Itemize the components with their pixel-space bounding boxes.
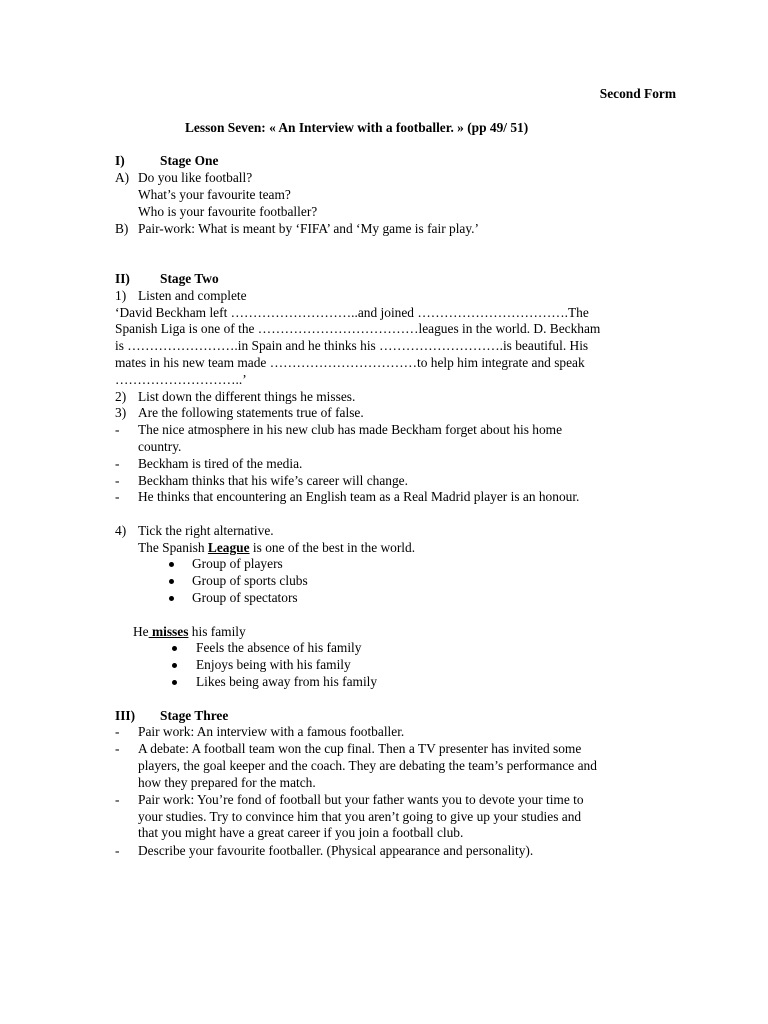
statement-dash: - — [115, 422, 120, 437]
option-text: Group of players — [192, 556, 283, 571]
item-number: 4) — [115, 523, 127, 538]
passage-line: is …………………….in Spain and he thinks his ……………………….is beautiful. His — [115, 338, 589, 353]
activity-text: your studies. Try to convince him that you aren’t going to give up your studies and — [138, 809, 582, 824]
bullet-icon — [172, 680, 177, 685]
activity-text: how they prepared for the match. — [138, 775, 316, 790]
activity-dash: - — [115, 843, 120, 858]
activity-text: players, the goal keeper and the coach. They are debating the team’s performance and — [138, 758, 597, 773]
keyword-misses: misses — [148, 624, 189, 639]
stage-one-title: Stage One — [160, 153, 219, 168]
question-text-post: is one of the best in the world. — [249, 540, 416, 555]
passage-line: mates in his new team made ……………………………to help him integrate and speak — [115, 355, 585, 370]
stage-three-number: III) — [115, 708, 136, 723]
activity-dash: - — [115, 792, 120, 807]
passage-line: ………………………..’ — [115, 372, 247, 387]
activity-text: Pair work: An interview with a famous footballer. — [138, 724, 405, 739]
option-text: Enjoys being with his family — [196, 657, 351, 672]
stage-one-a-label: A) — [115, 170, 130, 185]
item-number: 3) — [115, 405, 127, 420]
bullet-icon — [169, 579, 174, 584]
question-text-pre: He — [133, 624, 149, 639]
activity-text: Describe your favourite footballer. (Physical appearance and personality). — [138, 843, 534, 858]
option-text: Group of spectators — [192, 590, 298, 605]
item-text: List down the different things he misses. — [138, 389, 356, 404]
item-text: Are the following statements true of false. — [138, 405, 364, 420]
activity-dash: - — [115, 741, 120, 756]
statement-dash: - — [115, 489, 120, 504]
statement-text: He thinks that encountering an English team as a Real Madrid player is an honour. — [138, 489, 580, 504]
option-text: Feels the absence of his family — [196, 640, 362, 655]
statement-text: The nice atmosphere in his new club has made Beckham forget about his home — [138, 422, 563, 437]
bullet-icon — [169, 562, 174, 567]
form-label: Second Form — [599, 86, 676, 101]
statement-dash: - — [115, 473, 120, 488]
activity-text: that you might have a great career if you join a football club. — [138, 825, 464, 840]
stage-one-a-line: What’s your favourite team? — [138, 187, 291, 202]
keyword-league: League — [207, 540, 250, 555]
activity-text: Pair work: You’re fond of football but your father wants you to devote your time to — [138, 792, 584, 807]
stage-three-title: Stage Three — [160, 708, 229, 723]
passage-line: ‘David Beckham left ………………………..and joined …………………………….The — [115, 305, 589, 320]
stage-one-b-label: B) — [115, 221, 129, 236]
option-text: Group of sports clubs — [192, 573, 308, 588]
bullet-icon — [169, 596, 174, 601]
option-text: Likes being away from his family — [196, 674, 378, 689]
item-text: Tick the right alternative. — [138, 523, 274, 538]
stage-one-number: I) — [115, 153, 125, 168]
question-text-post: his family — [188, 624, 246, 639]
bullet-icon — [172, 646, 177, 651]
activity-text: A debate: A football team won the cup final. Then a TV presenter has invited some — [138, 741, 582, 756]
bullet-icon — [172, 663, 177, 668]
item-number: 2) — [115, 389, 127, 404]
question-text-pre: The Spanish — [138, 540, 208, 555]
item-text: Listen and complete — [138, 288, 247, 303]
stage-two-number: II) — [115, 271, 130, 286]
lesson-title: Lesson Seven: « An Interview with a footballer. » (pp 49/ 51) — [185, 120, 529, 135]
statement-text: country. — [138, 439, 182, 454]
passage-line: Spanish Liga is one of the ………………………………leagues in the world. D. Beckham — [115, 321, 601, 336]
question-misses — [133, 624, 246, 641]
item-number: 1) — [115, 288, 127, 303]
statement-text: Beckham is tired of the media. — [138, 456, 303, 471]
question-league — [138, 540, 415, 557]
stage-one-b-text: Pair-work: What is meant by ‘FIFA’ and ‘My game is fair play.’ — [138, 221, 479, 236]
stage-one-a-line: Do you like football? — [138, 170, 253, 185]
statement-dash: - — [115, 456, 120, 471]
stage-one-a-line: Who is your favourite footballer? — [138, 204, 318, 219]
statement-text: Beckham thinks that his wife’s career will change. — [138, 473, 408, 488]
stage-two-title: Stage Two — [160, 271, 219, 286]
activity-dash: - — [115, 724, 120, 739]
